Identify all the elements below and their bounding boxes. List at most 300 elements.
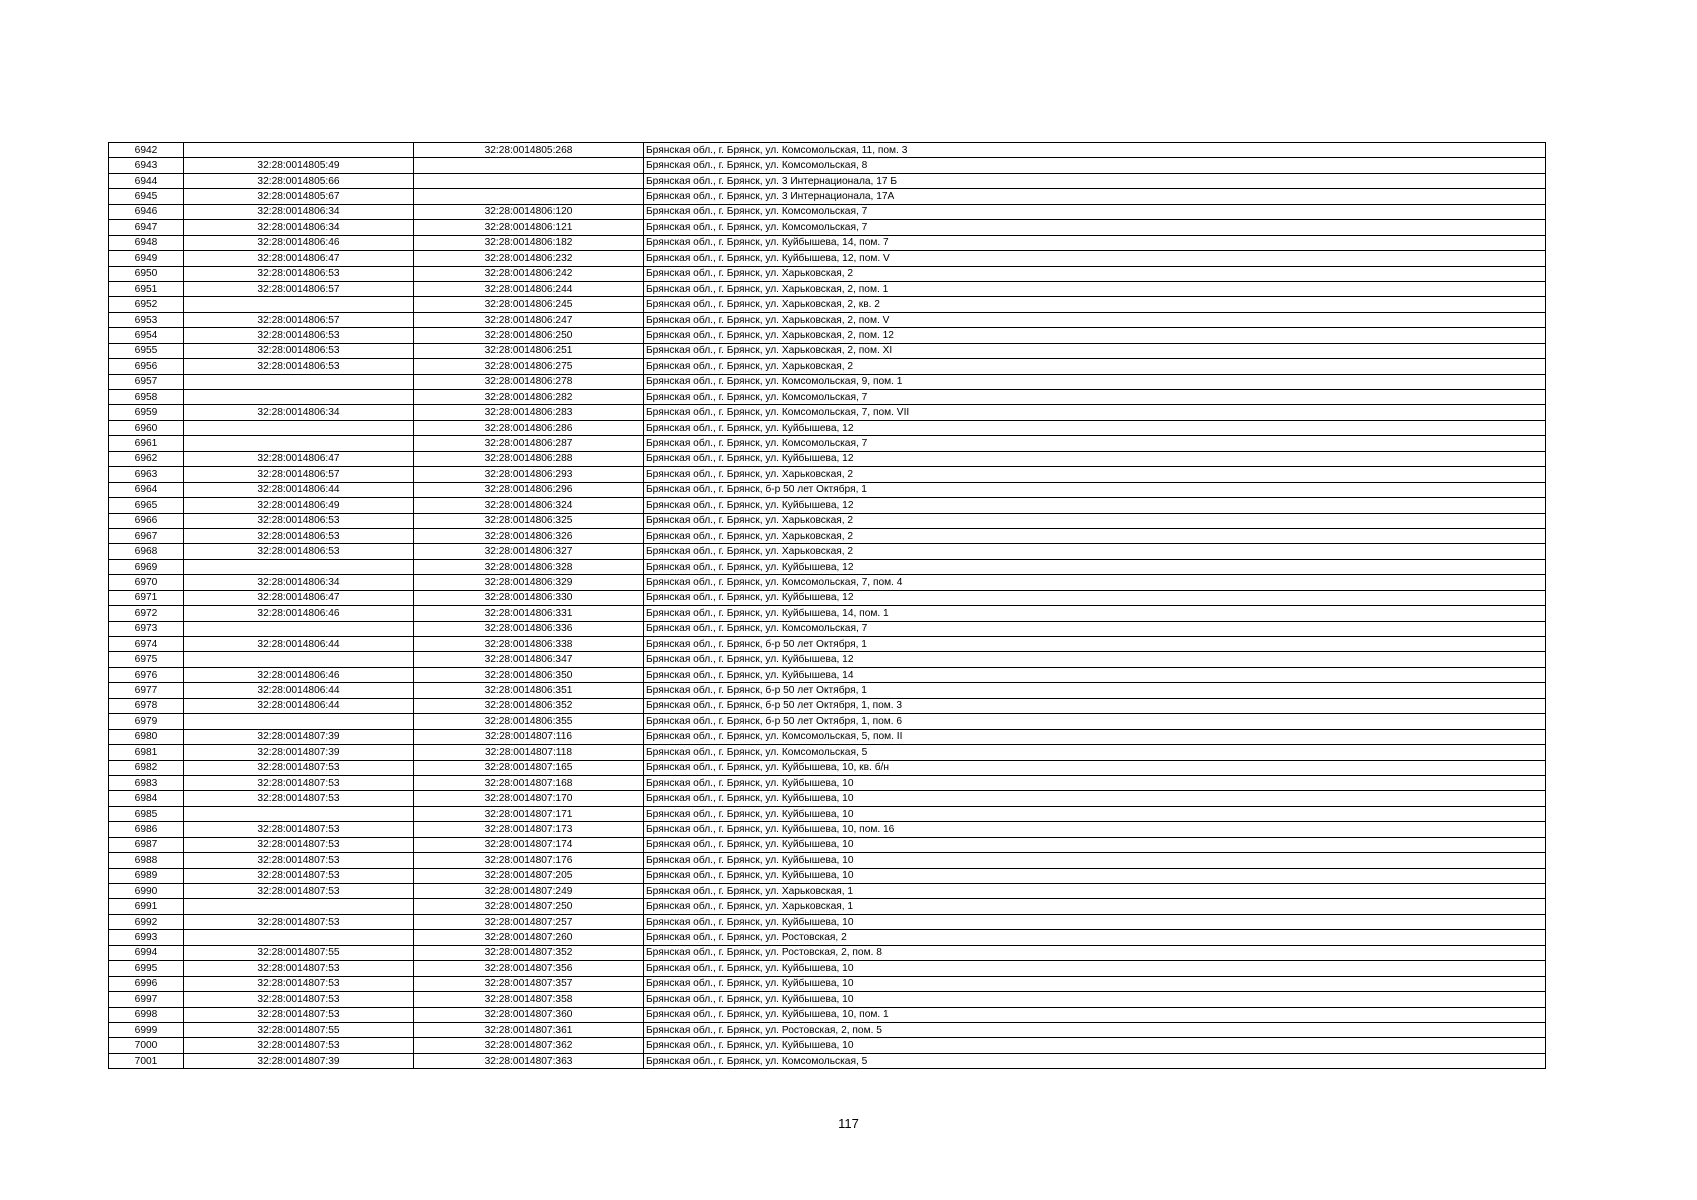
object-number-cell: 32:28:0014806:278 [414,374,644,389]
address-cell: Брянская обл., г. Брянск, ул. Комсомольская, 11, пом. 3 [644,143,1546,158]
land-parcel-number-cell: 32:28:0014806:46 [184,667,414,682]
object-number-cell: 32:28:0014807:361 [414,1022,644,1037]
table-row [109,498,1546,513]
table-row [109,961,1546,976]
row-number-cell: 6957 [109,374,184,389]
land-parcel-number-cell: 32:28:0014807:53 [184,868,414,883]
object-number-cell: 32:28:0014806:286 [414,420,644,435]
row-number-cell: 6992 [109,914,184,929]
land-parcel-number-cell: 32:28:0014806:34 [184,220,414,235]
object-number-cell: 32:28:0014806:355 [414,714,644,729]
table-row [109,281,1546,296]
address-cell: Брянская обл., г. Брянск, ул. Куйбышева, 12 [644,451,1546,466]
land-parcel-number-cell [184,420,414,435]
object-number-cell: 32:28:0014807:260 [414,930,644,945]
address-cell: Брянская обл., г. Брянск, ул. Комсомольская, 7, пом. VII [644,405,1546,420]
address-cell: Брянская обл., г. Брянск, б-р 50 лет Октября, 1, пом. 3 [644,698,1546,713]
table-row [109,343,1546,358]
table-row [109,204,1546,219]
row-number-cell: 6965 [109,498,184,513]
address-cell: Брянская обл., г. Брянск, ул. Куйбышева, 10, кв. б/н [644,760,1546,775]
object-number-cell: 32:28:0014806:336 [414,621,644,636]
table-row [109,837,1546,852]
land-parcel-number-cell: 32:28:0014807:53 [184,976,414,991]
row-number-cell: 6978 [109,698,184,713]
table-row [109,806,1546,821]
land-parcel-number-cell: 32:28:0014807:53 [184,837,414,852]
land-parcel-number-cell: 32:28:0014806:46 [184,606,414,621]
object-number-cell: 32:28:0014806:247 [414,312,644,327]
object-number-cell: 32:28:0014806:325 [414,513,644,528]
row-number-cell: 6954 [109,328,184,343]
table-row [109,235,1546,250]
address-cell: Брянская обл., г. Брянск, ул. Харьковская, 2 [644,544,1546,559]
table-row [109,1007,1546,1022]
row-number-cell: 6955 [109,343,184,358]
table-row [109,1022,1546,1037]
table-row [109,729,1546,744]
address-cell: Брянская обл., г. Брянск, ул. Комсомольская, 7 [644,621,1546,636]
table-row [109,158,1546,173]
land-parcel-number-cell: 32:28:0014806:47 [184,251,414,266]
table-row [109,868,1546,883]
row-number-cell: 6969 [109,559,184,574]
row-number-cell: 6964 [109,482,184,497]
land-parcel-number-cell: 32:28:0014806:53 [184,328,414,343]
object-number-cell: 32:28:0014807:118 [414,745,644,760]
object-number-cell: 32:28:0014807:250 [414,899,644,914]
land-parcel-number-cell: 32:28:0014807:53 [184,822,414,837]
address-cell: Брянская обл., г. Брянск, ул. Куйбышева, 10 [644,1038,1546,1053]
row-number-cell: 6956 [109,359,184,374]
object-number-cell: 32:28:0014806:287 [414,436,644,451]
address-cell: Брянская обл., г. Брянск, ул. Ростовская, 2 [644,930,1546,945]
object-number-cell: 32:28:0014807:363 [414,1053,644,1068]
land-parcel-number-cell [184,714,414,729]
object-number-cell: 32:28:0014807:360 [414,1007,644,1022]
table-row [109,884,1546,899]
table-row [109,822,1546,837]
row-number-cell: 6997 [109,992,184,1007]
address-cell: Брянская обл., г. Брянск, ул. Куйбышева, 10 [644,806,1546,821]
land-parcel-number-cell: 32:28:0014807:53 [184,884,414,899]
object-number-cell: 32:28:0014807:116 [414,729,644,744]
land-parcel-number-cell [184,374,414,389]
object-number-cell: 32:28:0014806:275 [414,359,644,374]
land-parcel-number-cell: 32:28:0014806:34 [184,575,414,590]
land-parcel-number-cell: 32:28:0014806:49 [184,498,414,513]
address-cell: Брянская обл., г. Брянск, ул. Комсомольская, 5 [644,1053,1546,1068]
land-parcel-number-cell [184,899,414,914]
land-parcel-number-cell: 32:28:0014806:53 [184,544,414,559]
table-row [109,451,1546,466]
object-number-cell: 32:28:0014806:330 [414,590,644,605]
table-row [109,775,1546,790]
row-number-cell: 6942 [109,143,184,158]
land-parcel-number-cell: 32:28:0014806:44 [184,637,414,652]
table-row [109,590,1546,605]
land-parcel-number-cell: 32:28:0014805:66 [184,173,414,188]
land-parcel-number-cell: 32:28:0014806:44 [184,683,414,698]
address-cell: Брянская обл., г. Брянск, ул. Комсомольская, 7 [644,436,1546,451]
table-row [109,359,1546,374]
land-parcel-number-cell [184,436,414,451]
object-number-cell: 32:28:0014807:168 [414,775,644,790]
object-number-cell: 32:28:0014807:205 [414,868,644,883]
table-row [109,714,1546,729]
row-number-cell: 6994 [109,945,184,960]
object-number-cell: 32:28:0014807:357 [414,976,644,991]
table-row [109,189,1546,204]
table-row [109,791,1546,806]
object-number-cell [414,189,644,204]
object-number-cell: 32:28:0014806:351 [414,683,644,698]
land-parcel-number-cell: 32:28:0014805:49 [184,158,414,173]
address-cell: Брянская обл., г. Брянск, ул. Харьковская, 1 [644,884,1546,899]
object-number-cell: 32:28:0014806:182 [414,235,644,250]
address-cell: Брянская обл., г. Брянск, ул. Куйбышева, 14, пом. 1 [644,606,1546,621]
address-cell: Брянская обл., г. Брянск, б-р 50 лет Октября, 1, пом. 6 [644,714,1546,729]
address-cell: Брянская обл., г. Брянск, ул. Куйбышева, 10 [644,976,1546,991]
object-number-cell: 32:28:0014806:347 [414,652,644,667]
address-cell: Брянская обл., г. Брянск, ул. Куйбышева, 10 [644,837,1546,852]
land-parcel-number-cell [184,143,414,158]
row-number-cell: 6988 [109,853,184,868]
address-cell: Брянская обл., г. Брянск, ул. Куйбышева, 10 [644,914,1546,929]
address-cell: Брянская обл., г. Брянск, ул. Ростовская, 2, пом. 8 [644,945,1546,960]
row-number-cell: 6944 [109,173,184,188]
row-number-cell: 6984 [109,791,184,806]
land-parcel-number-cell [184,559,414,574]
land-parcel-number-cell: 32:28:0014807:53 [184,791,414,806]
object-number-cell: 32:28:0014806:283 [414,405,644,420]
row-number-cell: 6966 [109,513,184,528]
row-number-cell: 6976 [109,667,184,682]
table-row [109,251,1546,266]
table-row [109,930,1546,945]
table-row [109,420,1546,435]
address-cell: Брянская обл., г. Брянск, ул. Куйбышева, 12 [644,652,1546,667]
land-parcel-number-cell: 32:28:0014806:57 [184,467,414,482]
row-number-cell: 6968 [109,544,184,559]
address-cell: Брянская обл., г. Брянск, ул. Комсомольская, 7 [644,220,1546,235]
object-number-cell: 32:28:0014807:165 [414,760,644,775]
row-number-cell: 6985 [109,806,184,821]
row-number-cell: 6995 [109,961,184,976]
table-row [109,513,1546,528]
address-cell: Брянская обл., г. Брянск, ул. Харьковская, 2, кв. 2 [644,297,1546,312]
row-number-cell: 6949 [109,251,184,266]
table-row [109,312,1546,327]
address-cell: Брянская обл., г. Брянск, ул. Куйбышева, 14, пом. 7 [644,235,1546,250]
land-parcel-number-cell: 32:28:0014807:39 [184,729,414,744]
object-number-cell: 32:28:0014807:174 [414,837,644,852]
table-row [109,528,1546,543]
table-row [109,436,1546,451]
object-number-cell: 32:28:0014806:352 [414,698,644,713]
address-cell: Брянская обл., г. Брянск, ул. Куйбышева, 12 [644,498,1546,513]
row-number-cell: 7000 [109,1038,184,1053]
object-number-cell: 32:28:0014805:268 [414,143,644,158]
object-number-cell: 32:28:0014806:327 [414,544,644,559]
land-parcel-number-cell: 32:28:0014807:55 [184,1022,414,1037]
address-cell: Брянская обл., г. Брянск, ул. Комсомольская, 5 [644,745,1546,760]
land-parcel-number-cell [184,806,414,821]
address-cell: Брянская обл., г. Брянск, ул. Харьковская, 2 [644,528,1546,543]
row-number-cell: 6974 [109,637,184,652]
table-row [109,575,1546,590]
address-cell: Брянская обл., г. Брянск, ул. Куйбышева, 10 [644,868,1546,883]
row-number-cell: 6975 [109,652,184,667]
address-cell: Брянская обл., г. Брянск, б-р 50 лет Октября, 1 [644,637,1546,652]
address-cell: Брянская обл., г. Брянск, б-р 50 лет Октября, 1 [644,482,1546,497]
land-parcel-number-cell: 32:28:0014806:44 [184,698,414,713]
address-cell: Брянская обл., г. Брянск, ул. Куйбышева, 12, пом. V [644,251,1546,266]
address-cell: Брянская обл., г. Брянск, ул. 3 Интернационала, 17А [644,189,1546,204]
table-row [109,637,1546,652]
object-number-cell: 32:28:0014807:257 [414,914,644,929]
address-cell: Брянская обл., г. Брянск, ул. Харьковская, 2 [644,467,1546,482]
row-number-cell: 6987 [109,837,184,852]
table-row [109,914,1546,929]
address-cell: Брянская обл., г. Брянск, ул. Куйбышева, 10 [644,775,1546,790]
object-number-cell: 32:28:0014806:288 [414,451,644,466]
row-number-cell: 6998 [109,1007,184,1022]
table-row [109,899,1546,914]
address-cell: Брянская обл., г. Брянск, ул. Куйбышева, 10, пом. 16 [644,822,1546,837]
land-parcel-number-cell [184,652,414,667]
object-number-cell: 32:28:0014807:356 [414,961,644,976]
address-cell: Брянская обл., г. Брянск, ул. Куйбышева, 10 [644,992,1546,1007]
land-parcel-number-cell [184,621,414,636]
table-row [109,374,1546,389]
object-number-cell: 32:28:0014807:358 [414,992,644,1007]
land-parcel-number-cell [184,390,414,405]
land-parcel-number-cell: 32:28:0014806:53 [184,343,414,358]
address-cell: Брянская обл., г. Брянск, ул. Куйбышева, 12 [644,559,1546,574]
object-number-cell: 32:28:0014807:362 [414,1038,644,1053]
address-cell: Брянская обл., г. Брянск, ул. Комсомольская, 5, пом. II [644,729,1546,744]
row-number-cell: 6945 [109,189,184,204]
object-number-cell: 32:28:0014807:173 [414,822,644,837]
land-parcel-number-cell: 32:28:0014806:57 [184,281,414,296]
row-number-cell: 6979 [109,714,184,729]
row-number-cell: 6961 [109,436,184,451]
object-number-cell: 32:28:0014806:293 [414,467,644,482]
address-cell: Брянская обл., г. Брянск, ул. Куйбышева, 10 [644,791,1546,806]
address-cell: Брянская обл., г. Брянск, ул. Комсомольская, 7, пом. 4 [644,575,1546,590]
row-number-cell: 6990 [109,884,184,899]
address-cell: Брянская обл., г. Брянск, ул. Харьковская, 2 [644,266,1546,281]
land-parcel-number-cell: 32:28:0014806:53 [184,528,414,543]
object-number-cell: 32:28:0014806:244 [414,281,644,296]
address-cell: Брянская обл., г. Брянск, ул. Харьковская, 2, пом. 12 [644,328,1546,343]
row-number-cell: 6967 [109,528,184,543]
row-number-cell: 6960 [109,420,184,435]
table-row [109,390,1546,405]
row-number-cell: 6993 [109,930,184,945]
row-number-cell: 6962 [109,451,184,466]
address-cell: Брянская обл., г. Брянск, ул. Харьковская, 2 [644,359,1546,374]
object-number-cell: 32:28:0014807:352 [414,945,644,960]
address-cell: Брянская обл., г. Брянск, ул. Куйбышева, 14 [644,667,1546,682]
object-number-cell: 32:28:0014807:170 [414,791,644,806]
address-cell: Брянская обл., г. Брянск, ул. Куйбышева, 10, пом. 1 [644,1007,1546,1022]
land-parcel-number-cell: 32:28:0014807:53 [184,853,414,868]
land-parcel-number-cell: 32:28:0014806:34 [184,405,414,420]
land-parcel-number-cell: 32:28:0014806:53 [184,513,414,528]
object-number-cell: 32:28:0014807:176 [414,853,644,868]
address-cell: Брянская обл., г. Брянск, ул. Комсомольская, 7 [644,390,1546,405]
table-body [109,143,1546,1069]
address-cell: Брянская обл., г. Брянск, ул. Харьковская, 2, пом. V [644,312,1546,327]
land-parcel-number-cell: 32:28:0014807:53 [184,992,414,1007]
table-row [109,143,1546,158]
address-cell: Брянская обл., г. Брянск, б-р 50 лет Октября, 1 [644,683,1546,698]
row-number-cell: 6959 [109,405,184,420]
table-row [109,698,1546,713]
table-row [109,266,1546,281]
row-number-cell: 6971 [109,590,184,605]
row-number-cell: 6986 [109,822,184,837]
object-number-cell: 32:28:0014806:245 [414,297,644,312]
land-parcel-number-cell: 32:28:0014807:55 [184,945,414,960]
object-number-cell: 32:28:0014806:324 [414,498,644,513]
land-parcel-number-cell: 32:28:0014807:53 [184,914,414,929]
table-row [109,976,1546,991]
data-table [108,142,1546,1069]
address-cell: Брянская обл., г. Брянск, ул. Харьковская, 1 [644,899,1546,914]
table-row [109,405,1546,420]
table-row [109,683,1546,698]
land-parcel-number-cell [184,930,414,945]
object-number-cell: 32:28:0014806:326 [414,528,644,543]
row-number-cell: 6952 [109,297,184,312]
row-number-cell: 6991 [109,899,184,914]
row-number-cell: 6970 [109,575,184,590]
table-row [109,606,1546,621]
object-number-cell: 32:28:0014806:338 [414,637,644,652]
row-number-cell: 6947 [109,220,184,235]
row-number-cell: 6977 [109,683,184,698]
table-row [109,652,1546,667]
address-cell: Брянская обл., г. Брянск, ул. Комсомольская, 7 [644,204,1546,219]
address-cell: Брянская обл., г. Брянск, ул. Куйбышева, 12 [644,420,1546,435]
object-number-cell: 32:28:0014806:251 [414,343,644,358]
table-row [109,297,1546,312]
row-number-cell: 6953 [109,312,184,327]
row-number-cell: 6958 [109,390,184,405]
page-number: 117 [838,1116,859,1131]
table-row [109,328,1546,343]
row-number-cell: 6989 [109,868,184,883]
table-row [109,760,1546,775]
land-parcel-number-cell: 32:28:0014807:53 [184,1038,414,1053]
land-parcel-number-cell: 32:28:0014806:47 [184,590,414,605]
land-parcel-number-cell: 32:28:0014806:44 [184,482,414,497]
land-parcel-number-cell: 32:28:0014807:53 [184,775,414,790]
table-row [109,220,1546,235]
table-row [109,482,1546,497]
address-cell: Брянская обл., г. Брянск, ул. Куйбышева, 12 [644,590,1546,605]
table-row [109,992,1546,1007]
row-number-cell: 6973 [109,621,184,636]
row-number-cell: 6963 [109,467,184,482]
row-number-cell: 6950 [109,266,184,281]
land-parcel-number-cell: 32:28:0014806:46 [184,235,414,250]
address-cell: Брянская обл., г. Брянск, ул. Харьковская, 2, пом. 1 [644,281,1546,296]
table-row [109,467,1546,482]
object-number-cell: 32:28:0014806:296 [414,482,644,497]
address-cell: Брянская обл., г. Брянск, ул. 3 Интернационала, 17 Б [644,173,1546,188]
row-number-cell: 6999 [109,1022,184,1037]
row-number-cell: 6981 [109,745,184,760]
land-parcel-number-cell: 32:28:0014806:53 [184,266,414,281]
table-row [109,544,1546,559]
row-number-cell: 6943 [109,158,184,173]
table-row [109,621,1546,636]
address-cell: Брянская обл., г. Брянск, ул. Комсомольская, 8 [644,158,1546,173]
row-number-cell: 6983 [109,775,184,790]
object-number-cell: 32:28:0014806:328 [414,559,644,574]
table-row [109,1053,1546,1068]
object-number-cell: 32:28:0014806:121 [414,220,644,235]
land-parcel-number-cell: 32:28:0014806:47 [184,451,414,466]
address-cell: Брянская обл., г. Брянск, ул. Комсомольская, 9, пом. 1 [644,374,1546,389]
land-parcel-number-cell: 32:28:0014806:53 [184,359,414,374]
object-number-cell: 32:28:0014806:350 [414,667,644,682]
object-number-cell [414,173,644,188]
table-row [109,667,1546,682]
object-number-cell: 32:28:0014807:249 [414,884,644,899]
land-parcel-number-cell [184,297,414,312]
object-number-cell: 32:28:0014806:331 [414,606,644,621]
object-number-cell: 32:28:0014806:242 [414,266,644,281]
table-row [109,173,1546,188]
land-parcel-number-cell: 32:28:0014807:39 [184,1053,414,1068]
object-number-cell: 32:28:0014806:282 [414,390,644,405]
object-number-cell [414,158,644,173]
object-number-cell: 32:28:0014806:120 [414,204,644,219]
land-parcel-number-cell: 32:28:0014807:53 [184,760,414,775]
row-number-cell: 6951 [109,281,184,296]
object-number-cell: 32:28:0014806:232 [414,251,644,266]
object-number-cell: 32:28:0014806:329 [414,575,644,590]
table-row [109,745,1546,760]
table-row [109,945,1546,960]
address-cell: Брянская обл., г. Брянск, ул. Харьковская, 2, пом. XI [644,343,1546,358]
row-number-cell: 6946 [109,204,184,219]
object-number-cell: 32:28:0014807:171 [414,806,644,821]
table-row [109,1038,1546,1053]
row-number-cell: 6972 [109,606,184,621]
land-parcel-number-cell: 32:28:0014807:53 [184,1007,414,1022]
row-number-cell: 6996 [109,976,184,991]
land-parcel-number-cell: 32:28:0014805:67 [184,189,414,204]
address-cell: Брянская обл., г. Брянск, ул. Куйбышева, 10 [644,961,1546,976]
table-row [109,853,1546,868]
address-cell: Брянская обл., г. Брянск, ул. Харьковская, 2 [644,513,1546,528]
table-row [109,559,1546,574]
land-parcel-number-cell: 32:28:0014807:39 [184,745,414,760]
row-number-cell: 6980 [109,729,184,744]
address-cell: Брянская обл., г. Брянск, ул. Ростовская, 2, пом. 5 [644,1022,1546,1037]
row-number-cell: 6982 [109,760,184,775]
land-parcel-number-cell: 32:28:0014807:53 [184,961,414,976]
row-number-cell: 6948 [109,235,184,250]
land-parcel-number-cell: 32:28:0014806:34 [184,204,414,219]
object-number-cell: 32:28:0014806:250 [414,328,644,343]
